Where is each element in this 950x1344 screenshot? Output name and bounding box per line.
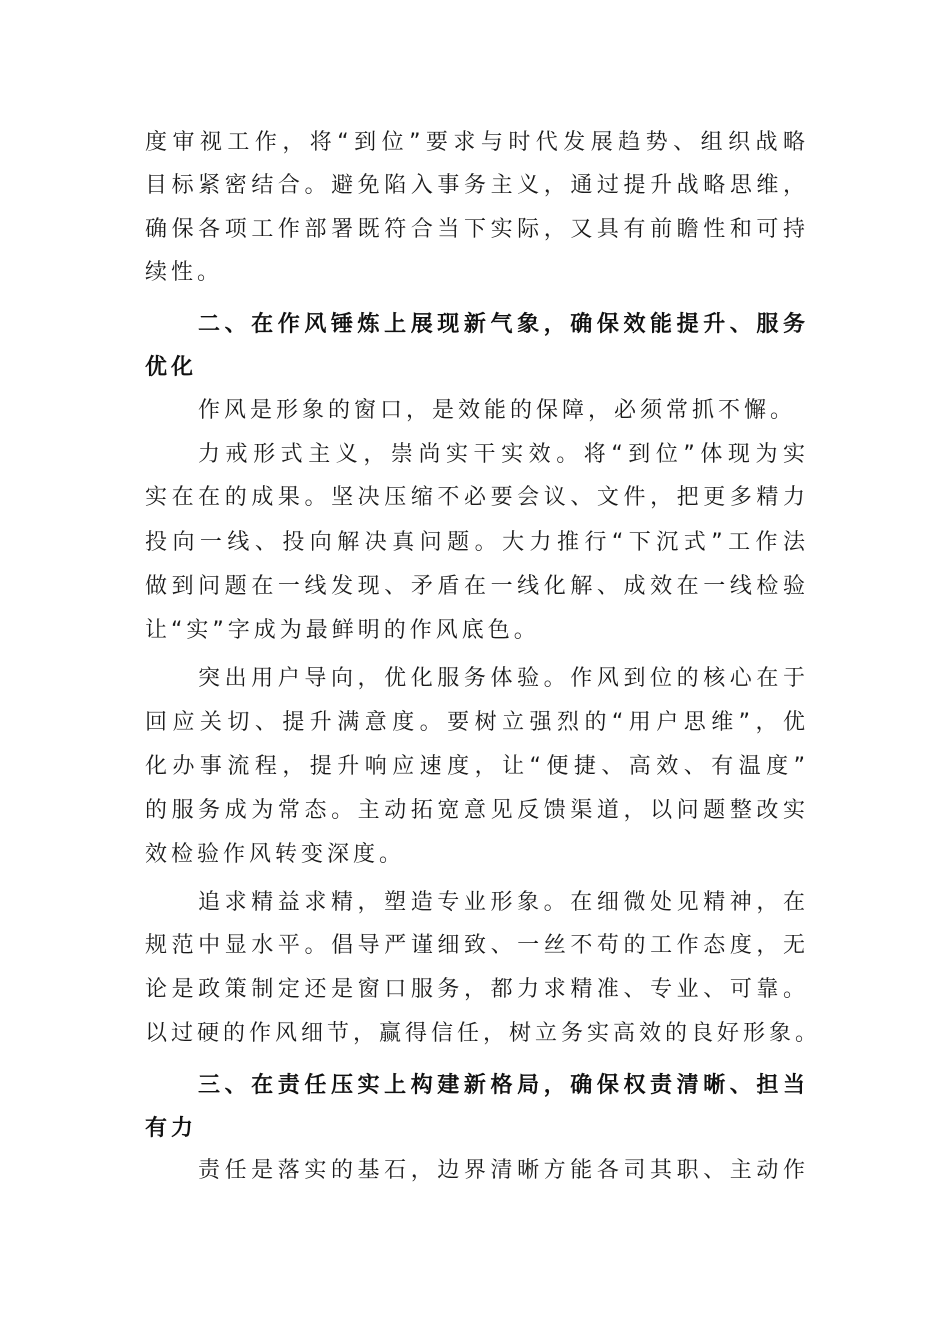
paragraph-line: 投向一线、投向解决真问题。大力推行“下沉式”工作法 xyxy=(145,530,805,555)
paragraph-line: 追求精益求精，塑造专业形象。在细微处见精神，在 xyxy=(198,890,805,915)
section-heading-line: 优化 xyxy=(145,355,198,380)
paragraph-line: 力戒形式主义，崇尚实干实效。将“到位”体现为实 xyxy=(198,442,805,467)
paragraph-line: 目标紧密结合。避免陷入事务主义，通过提升战略思维， xyxy=(145,173,805,198)
paragraph-line: 化办事流程，提升响应速度，让“便捷、高效、有温度” xyxy=(145,754,805,779)
paragraph-line: 确保各项工作部署既符合当下实际，又具有前瞻性和可持 xyxy=(145,217,805,242)
paragraph-line: 论是政策制定还是窗口服务，都力求精准、专业、可靠。 xyxy=(145,977,805,1002)
paragraph-line: 作风是形象的窗口，是效能的保障，必须常抓不懈。 xyxy=(198,398,797,423)
paragraph-line: 实在在的成果。坚决压缩不必要会议、文件，把更多精力 xyxy=(145,485,805,510)
paragraph-line: 规范中显水平。倡导严谨细致、一丝不苟的工作态度，无 xyxy=(145,933,805,958)
paragraph-line: 的服务成为常态。主动拓宽意见反馈渠道，以问题整改实 xyxy=(145,798,805,823)
paragraph-line: 让“实”字成为最鲜明的作风底色。 xyxy=(145,618,540,643)
paragraph-line: 以过硬的作风细节，赢得信任，树立务实高效的良好形象。 xyxy=(145,1021,822,1046)
paragraph-line: 做到问题在一线发现、矛盾在一线化解、成效在一线检验 xyxy=(145,574,805,599)
paragraph-line: 突出用户导向，优化服务体验。作风到位的核心在于 xyxy=(198,666,805,691)
section-heading-line: 三、在责任压实上构建新格局，确保权责清晰、担当 xyxy=(198,1073,805,1098)
paragraph-line: 效检验作风转变深度。 xyxy=(145,842,406,867)
paragraph-line: 责任是落实的基石，边界清晰方能各司其职、主动作 xyxy=(198,1158,805,1183)
paragraph-line: 度审视工作，将“到位”要求与时代发展趋势、组织战略 xyxy=(145,130,805,155)
paragraph-line: 回应关切、提升满意度。要树立强烈的“用户思维”，优 xyxy=(145,710,805,735)
section-heading-line: 有力 xyxy=(145,1116,198,1141)
section-heading-line: 二、在作风锤炼上展现新气象，确保效能提升、服务 xyxy=(198,312,805,337)
paragraph-line: 续性。 xyxy=(145,260,224,285)
